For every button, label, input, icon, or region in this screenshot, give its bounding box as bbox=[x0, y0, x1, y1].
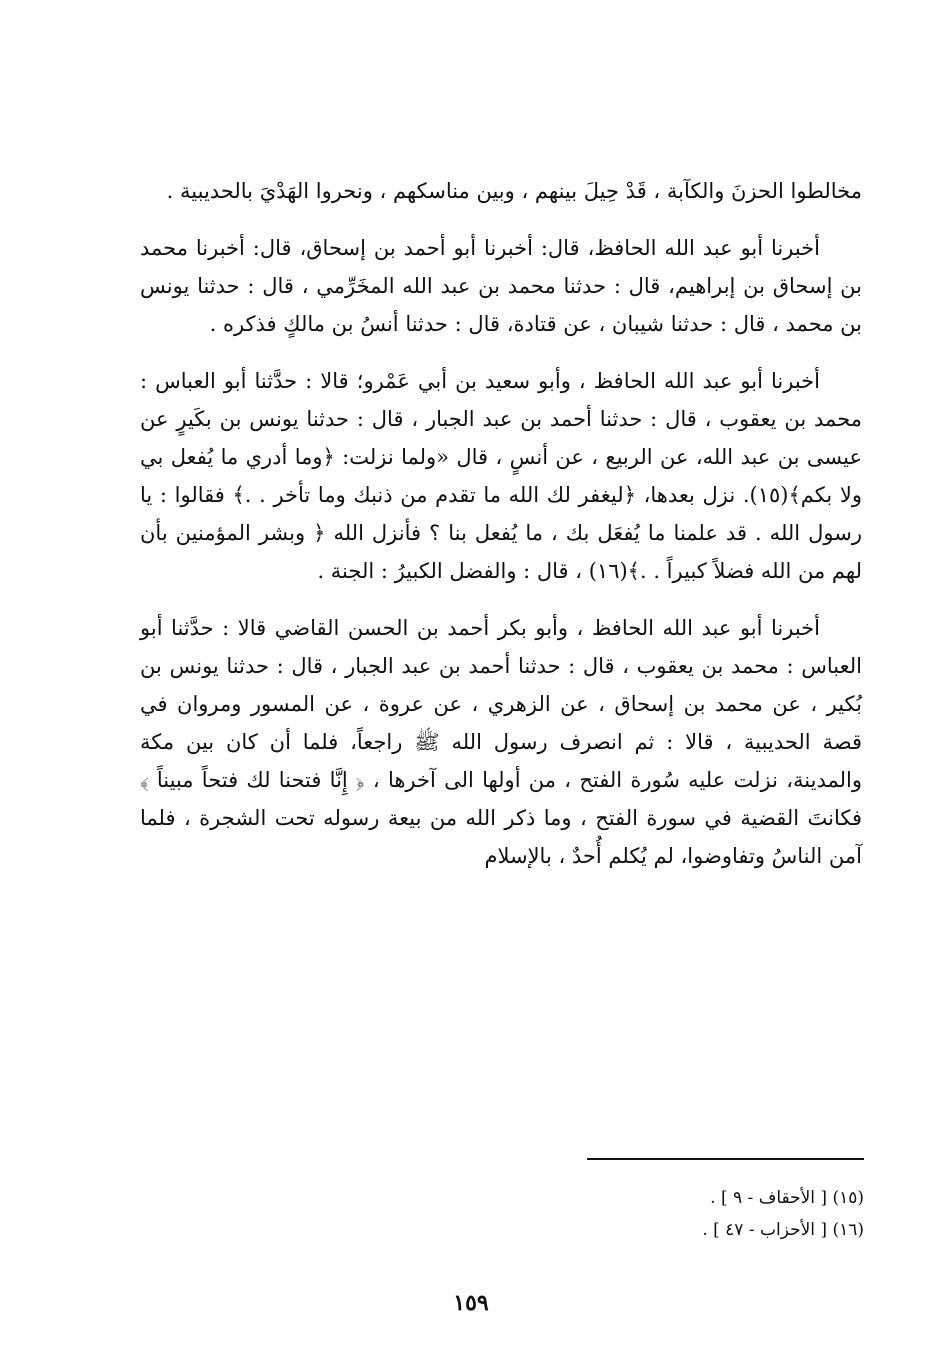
main-text bbox=[140, 172, 862, 894]
paragraph-continuation: مخالطوا الحزنَ والكآبة ، قَدْ حِيلَ بينهم ، وبين مناسكهم ، ونحروا الهَدْيَ بالحديبية . bbox=[166, 179, 862, 203]
footnote-separator bbox=[587, 1158, 864, 1160]
footnote-15: (١٥) [ الأحقاف - ٩ ] . bbox=[710, 1188, 864, 1208]
paragraph-hadith-2: أخبرنا أبو عبد الله الحافظ ، وأبو سعيد بن أبي عَمْرو؛ قالا : حدَّثنا أبو العباس : محمد بن يعقوب ، قال : حدثنا أحمد بن عبد الجبار ، قال : حدثنا يونس بن بكَيرٍ عن عيسى بن عبد الله، عن الربيع ، عن أنسٍ ، قال «ولما نزلت: ﴿وما أدري ما يُفعل بي ولا بكم﴾(١٥). نزل بعدها، ﴿ليغفر لك الله ما تقدم من ذنبك وما تأخر . .﴾ فقالوا : يا رسول الله . قد علمنا ما يُفعَل بك ، ما يُفعل بنا ؟ فأنزل الله ﴿ وبشر المؤمنين بأن لهم من الله فضلاً كبيراً . .﴾(١٦) ، قال : والفضل الكبيرُ : الجنة . bbox=[140, 369, 862, 583]
footnote-16: (١٦) [ الأحزاب - ٤٧ ] . bbox=[702, 1220, 864, 1240]
page-number: ١٥٩ bbox=[453, 1290, 489, 1316]
paragraph-hadith-3: أخبرنا أبو عبد الله الحافظ ، وأبو بكر أحمد بن الحسن القاضي قالا : حدَّثنا أبو العباس : محمد بن يعقوب ، قال : حدثنا أحمد بن عبد الجبار ، قال : حدثنا يونس بن بُكير ، عن محمد بن إسحاق ، عن الزهري ، عن عروة ، عن المسور ومروان في قصة الحديبية ، قالا : ثم انصرف رسول الله ﷺ راجعاً، فلما أن كان بين مكة والمدينة، نزلت عليه سُورة الفتح ، من أولها الى آخرها ، ﴿ إِنَّا فتحنا لك فتحاً مبيناً ﴾ فكانتَ القضية في سورة الفتح ، وما ذكر الله من بيعة رسوله تحت الشجرة ، فلما آمن الناسُ وتفاوضوا، لم يُكلم أُحدٌ ، بالإسلام bbox=[140, 616, 862, 868]
footnotes bbox=[500, 1182, 864, 1246]
paragraph-hadith-1: أخبرنا أبو عبد الله الحافظ، قال: أخبرنا أبو أحمد بن إسحاق، قال: أخبرنا محمد بن إسحاق بن إبراهيم، قال : حدثنا محمد بن عبد الله المخَرِّمي ، قال : حدثنا يونس بن محمد ، قال : حدثنا شيبان ، عن قتادة، قال : حدثنا أنسُ بن مالكٍ فذكره . bbox=[140, 236, 862, 336]
